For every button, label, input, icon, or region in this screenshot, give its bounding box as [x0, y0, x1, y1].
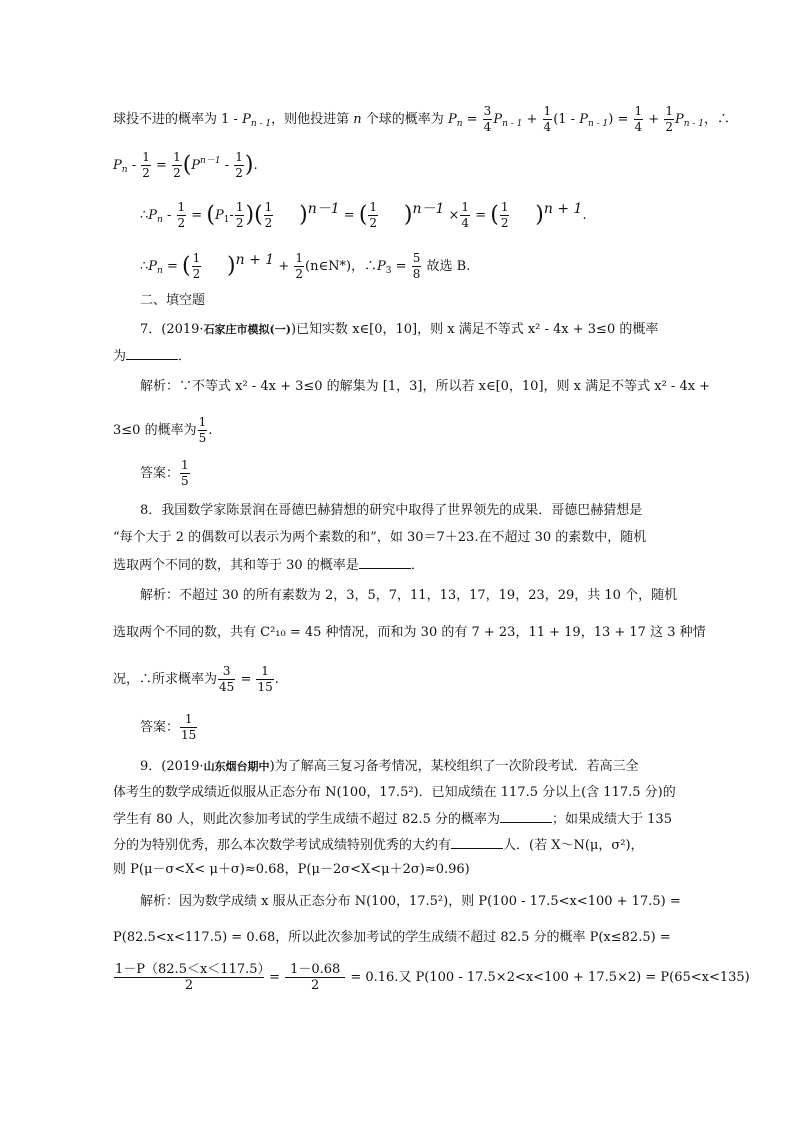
q7-sol1: [140, 378, 710, 396]
text: 个球的概率为: [365, 112, 444, 127]
fraction: [543, 104, 553, 135]
text: =: [395, 259, 407, 274]
text: ，∴: [704, 112, 731, 127]
text: 答案：: [140, 466, 180, 481]
text: 1: [543, 104, 552, 118]
q8-line1: [140, 502, 642, 520]
text: P: [493, 112, 503, 127]
fraction: [235, 200, 245, 231]
fraction: [234, 150, 244, 181]
text: 选取两个不同的数，共有 C²₁₀ = 45 种情况，而和为 30 的有 7 + 23，11 + 19，13 + 17 这 3 种情: [113, 625, 706, 640]
fraction: [180, 458, 190, 489]
fraction: [664, 104, 674, 135]
text: n－1: [412, 201, 445, 217]
text: 解析：∵不等式 x² - 4x + 3≤0 的解集为 [1，3]，所以若 x∈[0，10]，则 x 满足不等式 x² - 4x +: [140, 379, 711, 394]
text: 1: [369, 200, 378, 214]
fraction: [412, 251, 422, 282]
text: 3: [483, 104, 492, 118]
text: P: [113, 158, 122, 173]
text: =: [191, 208, 203, 223]
text: =: [240, 672, 252, 687]
p6-line4: $\therefore P_n$ = ( $\frac{1}{2}$ )n + 1 + $\frac{1}{2}$ (n∈N*)，$\therefore P_3$ = $\frac{5}{8}$ 故选 B.: [140, 251, 471, 281]
text: 1: [235, 150, 243, 164]
text: P: [214, 208, 224, 223]
text: 答案：: [140, 720, 180, 735]
q8-sol3: 况，∴所求概率为 $\frac{3}{45}$ = $\frac{1}{15}$ .: [113, 664, 279, 694]
text: =: [466, 112, 478, 127]
text: 2: [142, 166, 150, 180]
text: 2: [295, 267, 304, 281]
text: 2: [665, 120, 673, 134]
q9-line1: [140, 758, 639, 776]
text: 1: [181, 458, 189, 472]
q9-sol2: [113, 929, 671, 947]
text: ): [608, 112, 614, 127]
text: 人．(若 X～N(μ，σ²)，: [503, 838, 644, 853]
fraction: [634, 104, 644, 135]
p6-line1: [113, 104, 730, 135]
text: n－1: [307, 201, 340, 217]
text: 15: [181, 728, 197, 742]
text: 1: [180, 712, 197, 728]
text: n: [121, 165, 128, 175]
text: 1: [295, 251, 304, 265]
text: =: [343, 208, 355, 223]
text: 8: [412, 267, 421, 281]
text: 3: [218, 664, 235, 680]
text: ∴: [140, 208, 149, 223]
text: 4: [483, 120, 492, 134]
text: 3≤0 的概率为: [113, 423, 197, 438]
q7-answer: [140, 458, 191, 489]
q9-sol1: [140, 893, 681, 911]
text: n - 1: [250, 119, 272, 129]
text: 体考生的数学成绩近似服从正态分布 N(100，17.5²)．已知成绩在 117.5 分以上(含 117.5 分)的: [113, 785, 676, 800]
text: ；如果成绩大于 135: [552, 812, 672, 827]
text: -: [131, 158, 137, 173]
q8-sol2: [113, 624, 706, 642]
text: P: [191, 158, 201, 173]
answer-blank: [126, 347, 178, 360]
text: n - 1: [587, 119, 609, 129]
fraction: [177, 200, 187, 231]
answer-blank: [359, 556, 411, 569]
text: “每个大于 2 的偶数可以表示为两个素数的和”，如 30＝7＋23.在不超过 30 的素数中，随机: [113, 530, 647, 545]
text: 1: [235, 200, 244, 214]
answer-blank: [451, 836, 503, 849]
fraction: [500, 200, 510, 231]
fraction: [172, 150, 182, 181]
q7-sol2: 3≤0 的概率为 $\frac{1}{5}$ .: [113, 415, 213, 445]
section-heading: [140, 292, 205, 310]
text: +: [648, 112, 660, 127]
text: (1 -: [553, 112, 580, 127]
text: 2: [311, 978, 320, 993]
fraction: [141, 150, 151, 181]
text: n－1: [200, 156, 221, 166]
text: =: [156, 158, 167, 173]
q7-line2: 为 ．: [113, 349, 192, 364]
text: = 0.16.又 P(100 - 17.5×2<x<100 + 17.5×2) = P(65<x<135): [350, 970, 750, 985]
q8-line3: 选取两个不同的数，其和等于 30 的概率是 ．: [113, 558, 424, 573]
text: 1: [142, 150, 150, 164]
text: 1: [461, 200, 470, 214]
text: ，则他投进第: [271, 112, 350, 127]
text: 2: [173, 166, 181, 180]
text: 2: [235, 216, 244, 230]
q9-line4: [113, 836, 644, 855]
text: 2: [264, 216, 273, 230]
text: 学生有 80 人，则此次参加考试的学生成绩不超过 82.5 分的概率为: [113, 812, 501, 827]
text: n - 1: [502, 119, 523, 129]
fraction: [460, 200, 470, 231]
text: 4: [634, 120, 643, 134]
text: 15: [257, 680, 273, 694]
fraction: [285, 962, 345, 993]
text: 8．我国数学家陈景润在哥德巴赫猜想的研究中取得了世界领先的成果．哥德巴赫猜想是: [140, 503, 643, 518]
text: 5: [181, 474, 189, 488]
text: =: [617, 112, 629, 127]
q7-line1: [140, 321, 658, 339]
text: P: [148, 208, 158, 223]
text: -: [229, 208, 234, 223]
text: 则 P(μ－σ<X< μ＋σ)≈0.68，P(μ－2σ<X<μ＋2σ)≈0.96): [113, 862, 470, 877]
text: 解析：不超过 30 的所有素数为 2，3，5，7，11，13，17，19，23，29，共 10 个，随机: [140, 588, 678, 603]
text: 2: [500, 216, 509, 230]
fraction: [192, 251, 202, 282]
text: -: [166, 208, 172, 223]
fraction: [218, 664, 235, 695]
text: 分的为特别优秀，那么本次数学考试成绩特别优秀的大约有: [113, 838, 452, 853]
text: 1: [177, 200, 186, 214]
text: 石家庄市模拟(一): [203, 323, 291, 336]
text: 球投不进的概率为 1 -: [113, 112, 243, 127]
fraction: [198, 415, 208, 446]
text: P: [674, 112, 684, 127]
text: 山东烟台期中: [203, 760, 270, 773]
text: 故选 B.: [426, 259, 471, 274]
text: 1: [665, 104, 673, 118]
text: +: [526, 112, 538, 127]
text: n - 1: [683, 119, 705, 129]
text: P: [579, 112, 588, 127]
text: 9．(2019·: [140, 759, 204, 774]
text: 1: [634, 104, 643, 118]
text: 二、填空题: [140, 293, 206, 308]
text: 7．(2019·: [140, 322, 204, 337]
text: 为: [113, 349, 127, 364]
text: +: [278, 259, 290, 274]
text: =: [166, 259, 178, 274]
text: 5: [412, 251, 421, 265]
text: 1－P（82.5＜x＜117.5）: [115, 962, 271, 977]
text: P: [447, 112, 457, 127]
fraction: [294, 251, 304, 282]
text: P: [377, 259, 386, 274]
text: 况，∴所求概率为: [113, 672, 218, 687]
text: 1: [198, 415, 207, 429]
q8-line2: [113, 529, 646, 547]
p6-line3: $\therefore P_n$ - $\frac{1}{2}$ = ($P_1-$ $\frac{1}{2}$ )( $\frac{1}{2}$ )n－1 = ( $\frac{1}{2}$ )n－1 × $\frac{1}{4}$ = ( $\frac{1}{2}$ )n + 1.: [140, 200, 587, 230]
text: 2: [192, 267, 201, 281]
text: 1: [500, 200, 509, 214]
text: (n∈N*)，∴: [305, 259, 378, 274]
answer-blank: [500, 810, 552, 823]
text: 2: [177, 216, 186, 230]
text: 5: [198, 431, 207, 445]
q9-line2: [113, 784, 676, 802]
text: 1: [264, 200, 273, 214]
text: )已知实数 x∈[0，10]，则 x 满足不等式 x² - 4x + 3≤0 的概率: [290, 322, 659, 337]
text: 1: [223, 215, 230, 225]
text: =: [475, 208, 487, 223]
text: n: [353, 112, 362, 127]
text: 2: [235, 166, 243, 180]
fraction: [483, 104, 493, 135]
q9-line3: [113, 810, 672, 829]
text: 1－0.68: [285, 962, 345, 978]
text: P(82.5<x<117.5) = 0.68，所以此次参加考试的学生成绩不超过 82.5 分的概率 P(x≤82.5) =: [113, 930, 671, 945]
text: 解析：因为数学成绩 x 服从正态分布 N(100，17.5²)，则 P(100 - 17.5<x<100 + 17.5) =: [140, 894, 681, 909]
text: 2: [369, 216, 378, 230]
text: 1: [192, 251, 201, 265]
fraction: [180, 712, 197, 743]
text: 1: [256, 664, 273, 680]
text: 4: [543, 120, 552, 134]
text: 4: [461, 216, 470, 230]
text: n + 1: [543, 201, 583, 217]
text: P: [242, 112, 251, 127]
text: 45: [219, 680, 235, 694]
text: 2: [184, 978, 194, 993]
q8-sol1: [140, 587, 677, 605]
text: 1: [173, 150, 181, 164]
fraction: [368, 200, 378, 231]
text: ∴: [140, 259, 149, 274]
text: n: [456, 119, 463, 129]
q8-answer: [140, 712, 198, 743]
text: n: [157, 266, 163, 276]
text: n + 1: [235, 252, 275, 268]
text: P: [148, 259, 158, 274]
text: n: [157, 215, 163, 225]
text: ×: [448, 208, 460, 223]
text: 3: [385, 266, 392, 276]
fraction: [264, 200, 274, 231]
fraction: [114, 962, 271, 993]
q9-sol3: [113, 962, 750, 993]
text: -: [224, 158, 230, 173]
q9-line5: [113, 861, 470, 879]
text: 选取两个不同的数，其和等于 30 的概率是: [113, 558, 359, 573]
fraction: [256, 664, 273, 695]
text: =: [269, 970, 281, 985]
p6-line2: $P_n$ - $\frac{1}{2}$ = $\frac{1}{2}$ ($P^{n-1}$ - $\frac{1}{2}$ ).: [113, 150, 258, 180]
text: )为了解高三复习备考情况，某校组织了一次阶段考试．若高三全: [269, 759, 639, 774]
